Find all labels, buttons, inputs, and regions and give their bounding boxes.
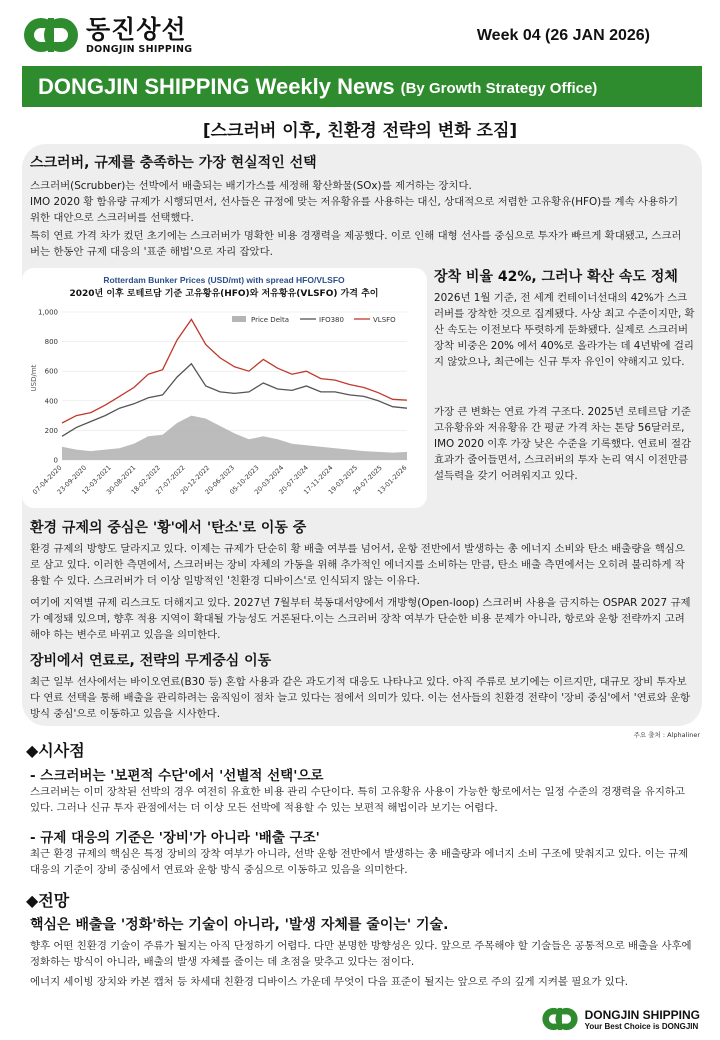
chart-ytick-label: 400 xyxy=(44,397,58,406)
article-title: [스크러버 이후, 친환경 전략의 변화 조짐] xyxy=(202,121,518,141)
section-scrubber-p2: IMO 2020 황 함유량 규제가 시행되면서, 선사들은 규정에 맞는 저유황유를 사용하는 대신, 상대적으로 저렴한 고유황유(HFO)를 계속 사용하기 위한 대안으로 스크러버를 선택했다. xyxy=(30,196,679,224)
section-carbon-p2: 여기에 지역별 규제 리스크도 더해지고 있다. 2027년 7월부터 북동대서양에서 개방형(Open-loop) 스크러버 사용을 금지하는 OSPAR 2027 규제가 예정돼 있으며, 향후 적용 지역이 확대될 가능성도 거론된다.이는 스크러버 장착 여부가 단순한 비용 문제가 아니라, 항로와 운항 전략까지 고려해야 하는 변수로 바뀌고 있음을 의미한다. xyxy=(30,597,691,641)
legend-label: VLSFO xyxy=(373,316,396,324)
section-adoption-p2: 가장 큰 변화는 연료 가격 구조다. 2025년 로테르담 기준 고유황유와 저유황유 간 평균 가격 차는 톤당 56달러로, IMO 2020 이후 가장 낮은 수준을 기록했다. 연료비 절감 효과가 줄어들면서, 스크러버의 투자 논리 역시 이전만큼 설득력을 갖기 어려워지고 있다. xyxy=(434,406,692,482)
footer-logo-icon xyxy=(539,1004,581,1034)
section-adoption-title: 장착 비율 42%, 그러나 확산 속도 정체 xyxy=(434,269,678,285)
section-adoption-p1: 2026년 1월 기준, 전 세계 컨테이너선대의 42%가 스크러버를 장착한 것으로 집계됐다. 사상 최고 수준이지만, 확산 속도는 이전보다 뚜렷하게 둔화됐다. 실제로 스크러버 장착 비중은 20% 에서 40%로 올라가는 데 4년밖에 걸리지 않았으나, 최근에는 신규 투자 유인이 약해지고 있다. xyxy=(434,292,695,368)
legend-label: IFO380 xyxy=(319,316,344,324)
chart-subtitle: 2020년 이후 로테르담 기준 고유황유(HFO)와 저유황유(VLSFO) 가격 추이 xyxy=(69,289,379,299)
footer-company-name: DONGJIN SHIPPING xyxy=(584,1007,700,1022)
chart-svg xyxy=(22,268,427,508)
chart-xtick-label: 30-08-2021 xyxy=(104,463,138,497)
chart-xtick-label: 29-07-2025 xyxy=(351,463,384,497)
insight-2-title: - 규제 대응의 기준은 '장비'가 아니라 '배출 구조' xyxy=(30,830,320,846)
section-carbon-p1: 환경 규제의 방향도 달라지고 있다. 이제는 규제가 단순히 황 배출 여부를 넘어서, 운항 전반에서 발생하는 총 에너지 소비와 탄소 배출량을 핵심으로 삼고 있다. 이러한 측면에서, 스크러버는 장비 자체의 가동을 위해 추가적인 에너지를 소비하는 만큼, 탄소 배출 측면에서는 오히려 불리하게 작용할 수 있다. 스크러버가 더 이상 일방적인 '친환경 디바이스'로 인식되지 않는 이유다. xyxy=(30,543,685,587)
chart-ylabel: USD/mt xyxy=(30,364,38,392)
chart-xtick-label: 07-04-2020 xyxy=(31,463,64,497)
insight-1-body: 스크러버는 이미 장착된 선박의 경우 여전히 유효한 비용 관리 수단이다. 특히 고유황유 사용이 가능한 항로에서는 일정 수준의 경쟁력을 유지하고 있다. 그러나 신규 투자 관점에서는 더 이상 모든 선박에 적용할 수 있는 보편적 해법이라 보기는 어렵다. xyxy=(30,786,685,814)
section-fuel-title: 장비에서 연료로, 전략의 무게중심 이동 xyxy=(30,653,272,669)
chart-xtick-label: 17-11-2024 xyxy=(302,463,335,497)
chart-xtick-label: 05-10-2023 xyxy=(228,463,261,497)
chart-ytick-label: 0 xyxy=(53,456,58,465)
chart-xtick-label: 20-06-2023 xyxy=(203,463,236,497)
chart-xtick-label: 23-09-2020 xyxy=(55,463,89,497)
legend-label: Price Delta xyxy=(251,316,289,324)
banner-subtitle: (By Growth Strategy Office) xyxy=(400,80,598,97)
chart-xtick-label: 20-03-2024 xyxy=(252,463,286,497)
footer-slogan: Your Best Choice is DONGJIN xyxy=(584,1021,699,1031)
chart-xtick-label: 19-03-2025 xyxy=(326,463,360,497)
bunker-price-chart xyxy=(22,268,427,508)
newsletter-banner xyxy=(22,66,702,107)
issue-week: Week 04 (26 JAN 2026) xyxy=(476,27,650,44)
chart-xtick-label: 20-12-2022 xyxy=(178,463,212,497)
chart-ytick-label: 1,000 xyxy=(37,308,58,317)
banner-title: DONGJIN SHIPPING Weekly News xyxy=(38,73,395,99)
outlook-title: 핵심은 배출을 '정화'하는 기술이 아니라, '발생 자체를 줄이는' 기술. xyxy=(30,917,449,933)
chart-xtick-label: 12-03-2021 xyxy=(80,463,113,497)
chart-xtick-label: 18-02-2022 xyxy=(129,463,162,497)
legend-swatch-price-delta xyxy=(232,316,246,322)
section-scrubber-p3: 특히 연료 가격 차가 컸던 초기에는 스크러버가 명확한 비용 경쟁력을 제공했다. 이로 인해 대형 선사를 중심으로 투자가 빠르게 확대됐고, 스크러버는 한동안 규제 대응의 '표준 해법'으로 자리 잡았다. xyxy=(30,230,682,258)
source-note: 주요 출처 : Alphaliner xyxy=(633,731,700,739)
chart-ytick-label: 200 xyxy=(44,426,58,435)
chart-xtick-label: 20-07-2024 xyxy=(277,463,310,497)
section-carbon-title: 환경 규제의 중심은 '황'에서 '탄소'로 이동 중 xyxy=(30,520,307,536)
chart-title: Rotterdam Bunker Prices (USD/mt) with spread HFO/VLSFO xyxy=(103,275,345,285)
insight-2-body: 최근 환경 규제의 핵심은 특정 장비의 장착 여부가 아니라, 선박 운항 전반에서 발생하는 총 배출량과 에너지 소비 구조에 맞춰지고 있다. 이는 규제 대응의 기준이 장비 중심에서 연료와 운항 방식 중심으로 이동하고 있음을 의미한다. xyxy=(30,848,689,876)
insight-1-title: - 스크러버는 '보편적 수단'에서 '선별적 선택'으로 xyxy=(30,768,324,784)
header xyxy=(0,0,720,64)
dongjin-logo-icon xyxy=(22,12,80,58)
section-scrubber-p1: 스크러버(Scrubber)는 선박에서 배출되는 배기가스를 세정해 황산화물(SOx)를 제거하는 장치다. xyxy=(30,180,472,192)
chart-xtick-label: 27-07-2022 xyxy=(154,463,187,497)
chart-series-price-delta xyxy=(62,416,407,460)
outlook-heading: ◆전망 xyxy=(26,891,70,910)
section-scrubber-title: 스크러버, 규제를 충족하는 가장 현실적인 선택 xyxy=(30,155,317,171)
section-fuel-p1: 최근 일부 선사에서는 바이오연료(B30 등) 혼합 사용과 같은 과도기적 대응도 나타나고 있다. 아직 주류로 보기에는 이르지만, 대규모 장비 투자보다 연료 선택을 통해 배출을 관리하려는 움직임이 점차 늘고 있다는 점에서 의미가 있다. 이는 선사들의 친환경 전략이 '장비 중심'에서 '연료와 운항 방식 중심'으로 이동하고 있음을 시사한다. xyxy=(30,676,691,720)
footer-logo[interactable] xyxy=(539,1004,700,1034)
outlook-p2: 에너지 세이빙 장치와 카본 캡처 등 차세대 친환경 디바이스 가운데 무엇이 다음 표준이 될지는 앞으로 주의 깊게 지켜볼 필요가 있다. xyxy=(30,976,629,988)
logo-english-name: DONGJIN SHIPPING xyxy=(86,43,193,55)
insights-heading: ◆시사점 xyxy=(26,741,85,760)
chart-ytick-label: 600 xyxy=(44,367,58,376)
chart-ytick-label: 800 xyxy=(44,338,58,347)
logo-korean-name: 동진상선 xyxy=(86,14,187,44)
company-logo[interactable] xyxy=(22,12,192,58)
outlook-p1: 향후 어떤 친환경 기술이 주류가 될지는 아직 단정하기 어렵다. 다만 분명한 방향성은 있다. 앞으로 주목해야 할 기술들은 공통적으로 배출을 사후에 정화하는 방식이 아니라, 배출의 발생 자체를 줄이는 데 초점을 맞추고 있다는 점이다. xyxy=(30,940,692,968)
chart-xtick-label: 13-01-2026 xyxy=(376,463,409,497)
